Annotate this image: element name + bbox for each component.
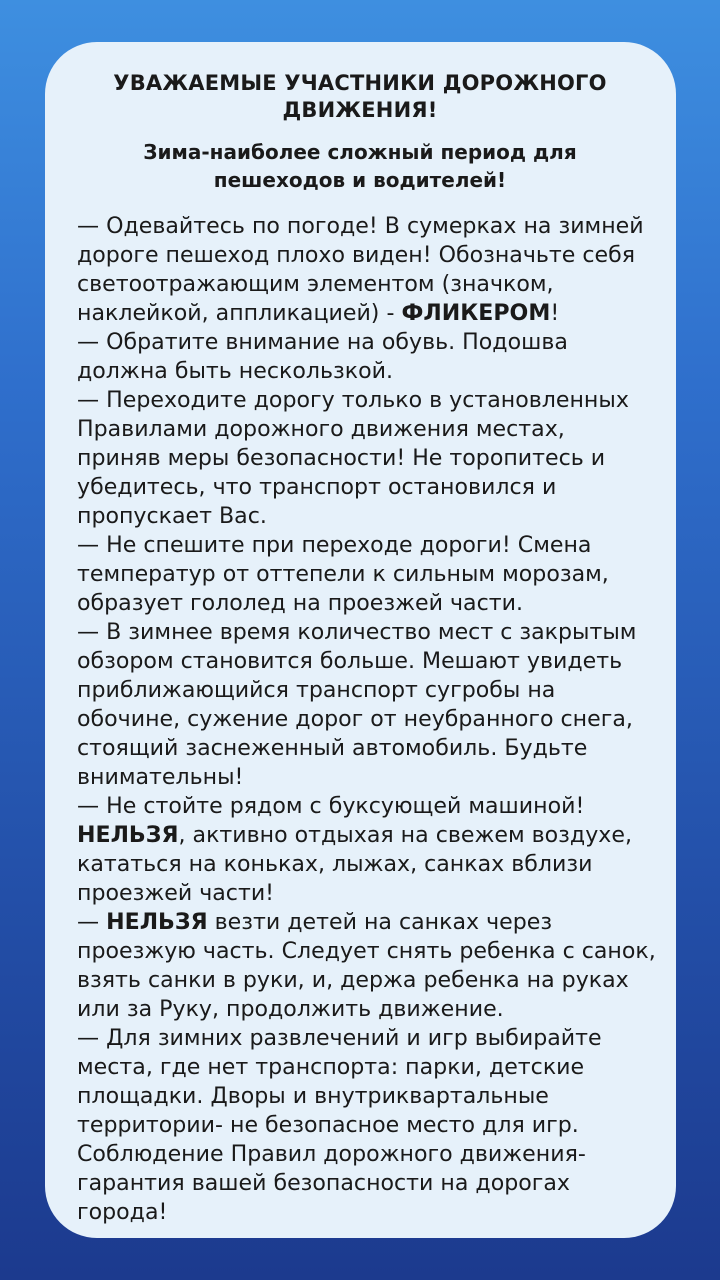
text-line — [77, 1169, 677, 1198]
text-segment: — — [77, 909, 107, 935]
text-segment: обзором становится больше. Мешают увидеть — [77, 648, 623, 674]
text-line — [77, 792, 677, 821]
text-line — [77, 937, 677, 966]
text-line — [77, 386, 677, 415]
text-line — [77, 705, 677, 734]
text-segment: стоящий заснеженный автомобиль. Будьте — [77, 735, 588, 761]
text-segment: — Переходите дорогу только в установленных — [77, 387, 629, 413]
text-line — [77, 444, 677, 473]
text-segment: обочине, сужение дорог от неубранного снега, — [77, 706, 633, 732]
text-segment: города! — [77, 1199, 168, 1225]
text-line — [77, 734, 677, 763]
text-segment: или за Руку, продолжить движение. — [77, 996, 504, 1022]
text-segment: температур от оттепели к сильным морозам, — [77, 561, 609, 587]
text-segment: — Одевайтесь по погоде! В сумерках на зимней — [77, 213, 644, 239]
text-line — [77, 1024, 677, 1053]
emphasis-text: НЕЛЬЗЯ — [77, 822, 179, 848]
page-title: УВАЖАЕМЫЕ УЧАСТНИКИ ДОРОЖНОГО ДВИЖЕНИЯ! — [113, 71, 607, 122]
text-segment: — В зимнее время количество мест с закрытым — [77, 619, 637, 645]
subtitle: Зима-наиболее сложный период для пешеходов и водителей! — [143, 140, 577, 192]
info-card — [45, 42, 676, 1238]
text-segment: — Не спешите при переходе дороги! Смена — [77, 532, 592, 558]
text-segment: приближающийся транспорт сугробы на — [77, 677, 556, 703]
text-segment: светоотражающим элементом (значком, — [77, 271, 554, 297]
text-line — [77, 1140, 677, 1169]
text-segment: должна быть нескользкой. — [77, 358, 393, 384]
text-line — [77, 966, 677, 995]
text-line — [77, 850, 677, 879]
text-line — [77, 618, 677, 647]
text-segment: территории- не безопасное место для игр. — [77, 1112, 579, 1138]
text-segment: внимательны! — [77, 764, 244, 790]
text-line — [77, 879, 677, 908]
text-segment: приняв меры безопасности! Не торопитесь и — [77, 445, 606, 471]
text-segment: — Обратите внимание на обувь. Подошва — [77, 329, 568, 355]
emphasis-text: НЕЛЬЗЯ — [106, 909, 208, 935]
text-line — [77, 270, 677, 299]
text-line — [77, 212, 677, 241]
text-segment: убедитесь, что транспорт остановился и — [77, 474, 557, 500]
text-segment: образует гололед на проезжей части. — [77, 590, 523, 616]
text-line — [77, 908, 677, 937]
text-segment: кататься на коньках, лыжах, санках вблизи — [77, 851, 593, 877]
text-line — [77, 821, 677, 850]
text-line — [77, 531, 677, 560]
text-line — [77, 415, 677, 444]
text-line — [77, 1053, 677, 1082]
text-segment: ! — [550, 300, 560, 326]
text-segment: , активно отдыхая на свежем воздухе, — [178, 822, 632, 848]
text-line — [77, 299, 677, 328]
text-line — [77, 473, 677, 502]
text-line — [77, 1111, 677, 1140]
text-segment: везти детей на санках через — [207, 909, 553, 935]
text-line — [77, 1082, 677, 1111]
text-segment: взять санки в руки, и, держа ребенка на руках — [77, 967, 629, 993]
text-segment: гарантия вашей безопасности на дорогах — [77, 1170, 570, 1196]
body-text — [77, 212, 677, 1227]
text-line — [77, 328, 677, 357]
text-segment: проезжую часть. Следует снять ребенка с санок, — [77, 938, 656, 964]
text-segment: — Не стойте рядом с буксующей машиной! — [77, 793, 585, 819]
text-line — [77, 1198, 677, 1227]
text-line — [77, 589, 677, 618]
text-segment: проезжей части! — [77, 880, 275, 906]
text-segment: площадки. Дворы и внутриквартальные — [77, 1083, 549, 1109]
text-line — [77, 763, 677, 792]
text-line — [77, 676, 677, 705]
text-segment: Соблюдение Правил дорожного движения- — [77, 1141, 586, 1167]
text-segment: — Для зимних развлечений и игр выбирайте — [77, 1025, 602, 1051]
emphasis-text: ФЛИКЕРОМ — [401, 300, 551, 326]
text-segment: наклейкой, аппликацией) - — [77, 300, 402, 326]
text-line — [77, 357, 677, 386]
text-segment: дороге пешеход плохо виден! Обозначьте себя — [77, 242, 636, 268]
text-line — [77, 241, 677, 270]
text-line — [77, 502, 677, 531]
text-line — [77, 560, 677, 589]
text-line — [77, 647, 677, 676]
text-line — [77, 995, 677, 1024]
text-segment: места, где нет транспорта: парки, детские — [77, 1054, 585, 1080]
text-segment: Правилами дорожного движения местах, — [77, 416, 565, 442]
text-segment: пропускает Вас. — [77, 503, 267, 529]
